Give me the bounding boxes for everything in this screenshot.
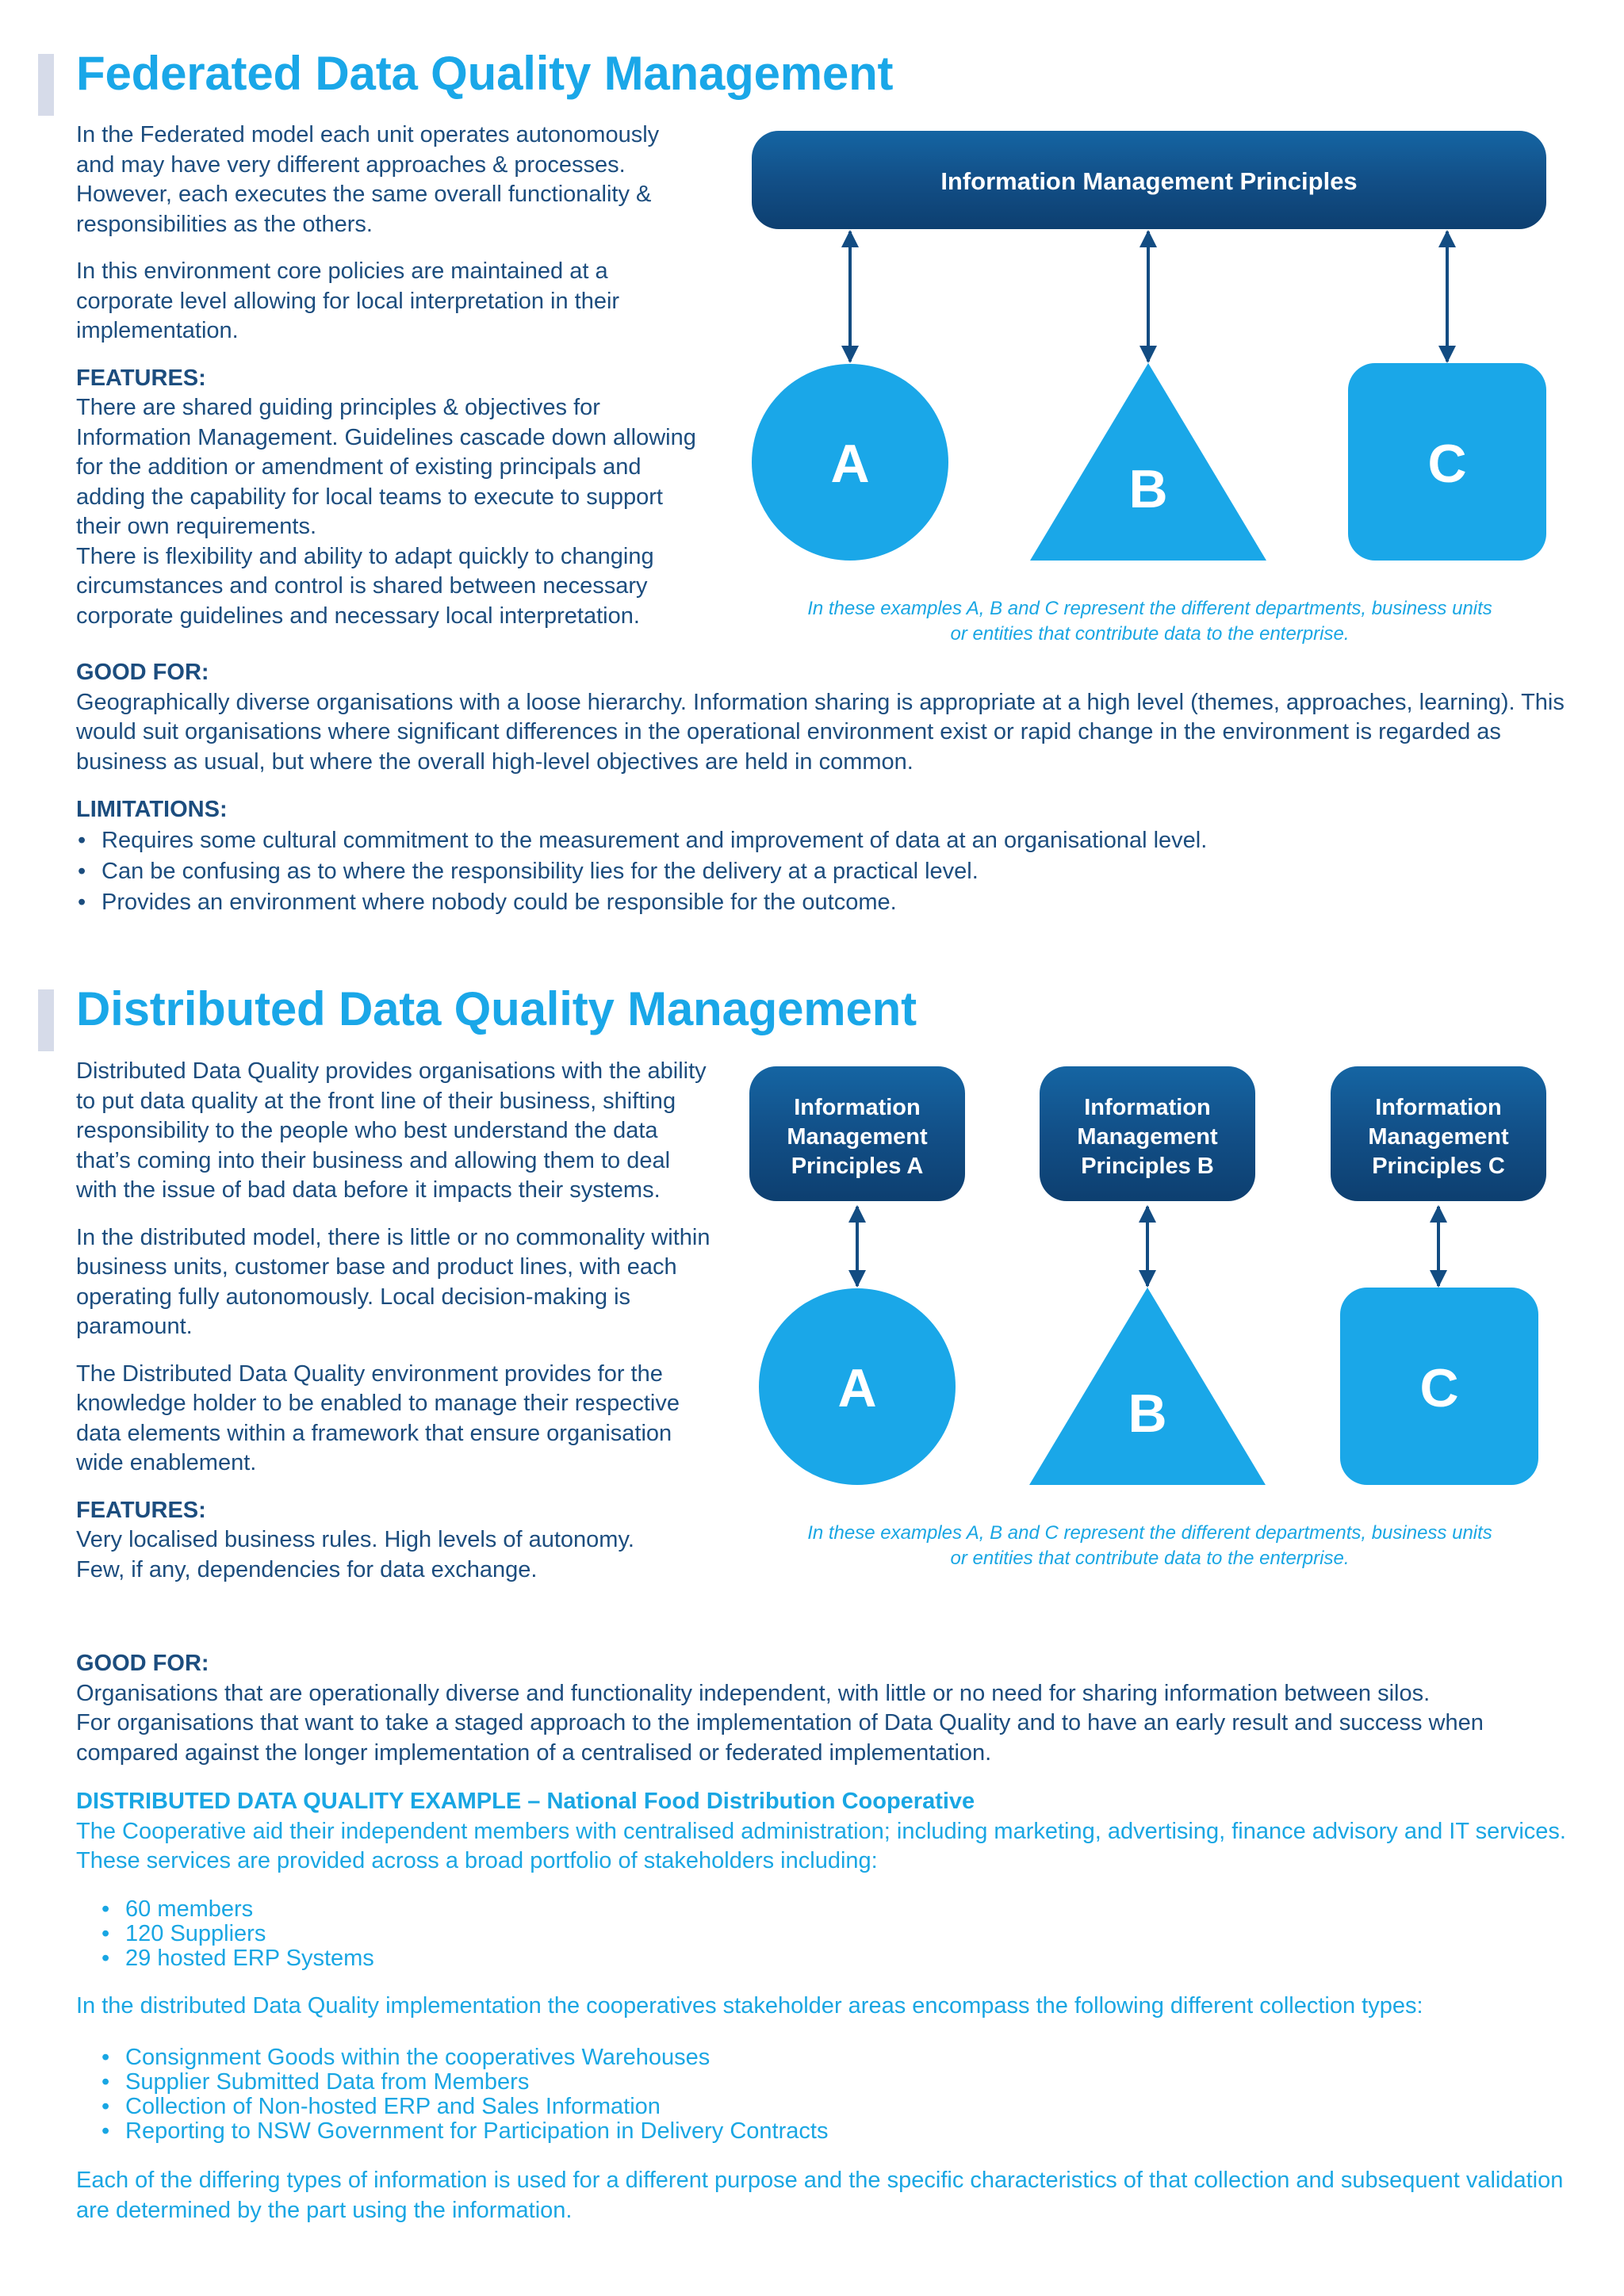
unit-a-label: A	[830, 434, 870, 494]
list-item: • Consignment Goods within the cooperatives Warehouses	[100, 2045, 1583, 2070]
list-item: • Supplier Submitted Data from Members	[100, 2070, 1583, 2095]
list-item: • 29 hosted ERP Systems	[100, 1946, 1583, 1971]
unit-a-label: A	[837, 1358, 877, 1418]
section-accent-bar	[38, 54, 54, 116]
caption-line: In these examples A, B and C represent the different departments, business units	[807, 1522, 1492, 1544]
stakeholders-list	[76, 1897, 1583, 1971]
arrowhead-up-icon	[848, 1205, 866, 1223]
unit-b-label: B	[1128, 1383, 1167, 1444]
federated-diagram-caption	[737, 596, 1562, 647]
arrowhead-down-icon	[1438, 346, 1456, 363]
distributed-intro-paragraph: Distributed Data Quality provides organisations with the ability to put data quality at the front line of their business, shifting responsibility to the people who best understand the data that’s coming into their business and allowing them to deal with the issue of bad data before it impacts their systems.	[76, 1058, 707, 1203]
caption-line: In these examples A, B and C represent the different departments, business units	[807, 598, 1492, 619]
arrowhead-down-icon	[1139, 1270, 1156, 1288]
collection-intro: In the distributed Data Quality implementation the cooperatives stakeholder areas encompass the following different collection types:	[76, 1992, 1423, 2019]
limitations-list	[76, 825, 1583, 918]
list-item: • 120 Suppliers	[100, 1922, 1583, 1946]
list-item: • Provides an environment where nobody could be responsible for the outcome.	[76, 887, 1583, 918]
example-text: The Cooperative aid their independent members with centralised administration; including marketing, advertising, finance advisory and IT services. These services are provided across a broad portfolio of stakeholders including:	[76, 1818, 1566, 1873]
list-item: • Can be confusing as to where the responsibility lies for the delivery at a practical level.	[76, 856, 1583, 887]
distributed-diagram	[737, 1062, 1562, 1490]
distributed-example	[76, 1787, 1583, 2225]
collection-types-list	[76, 2045, 1583, 2144]
principles-a-line: Information	[794, 1095, 921, 1120]
federated-good-for-text: Geographically diverse organisations with a loose hierarchy. Information sharing is appropriate at a high level (themes, approaches, learning). This would suit organisations where significant differences in the operational environment exist or rapid change in the environment is regarded as business as usual, but where the overall high-level objectives are held in common.	[76, 689, 1565, 775]
section-accent-bar	[38, 989, 54, 1051]
federated-limitations	[76, 795, 1583, 918]
list-item: • Collection of Non-hosted ERP and Sales Information	[100, 2095, 1583, 2119]
arrowhead-up-icon	[1438, 230, 1456, 247]
distributed-good-for	[76, 1649, 1583, 1768]
caption-line: or entities that contribute data to the enterprise.	[950, 623, 1350, 645]
federated-features-label: FEATURES:	[76, 365, 206, 391]
caption-line: or entities that contribute data to the enterprise.	[950, 1548, 1350, 1569]
distributed-section-title: Distributed Data Quality Management	[76, 982, 917, 1035]
example-heading: DISTRIBUTED DATA QUALITY EXAMPLE – National Food Distribution Cooperative	[76, 1789, 975, 1814]
arrowhead-down-icon	[1139, 346, 1157, 363]
federated-limitations-label: LIMITATIONS:	[76, 797, 228, 822]
arrowhead-down-icon	[1430, 1270, 1447, 1288]
distributed-intro-paragraph: In the distributed model, there is little or no commonality within business units, customer base and product lines, with each operating fully autonomously. Local decision-making is paramount.	[76, 1224, 710, 1339]
list-item: • 60 members	[100, 1897, 1583, 1922]
federated-diagram	[737, 127, 1562, 571]
federated-intro	[76, 121, 703, 631]
arrowhead-down-icon	[848, 1270, 866, 1288]
list-item: • Reporting to NSW Government for Participation in Delivery Contracts	[100, 2119, 1583, 2144]
distributed-good-for-text: Organisations that are operationally diverse and functionality independent, with little or no need for sharing information between silos.	[76, 1680, 1431, 1706]
principles-box-label: Information Management Principles	[940, 167, 1358, 195]
federated-intro-paragraph: In the Federated model each unit operates autonomously and may have very different approaches & processes. However, each executes the same overall functionality & responsibilities as the others.	[76, 122, 660, 237]
arrowhead-up-icon	[1430, 1205, 1447, 1223]
distributed-features-text: Very localised business rules. High levels of autonomy.	[76, 1527, 634, 1552]
federated-good-for-label: GOOD FOR:	[76, 660, 209, 685]
distributed-intro-paragraph: The Distributed Data Quality environment provides for the knowledge holder to be enabled to manage their respective data elements within a framework that ensure organisation wide enablement.	[76, 1360, 680, 1475]
arrowhead-up-icon	[1139, 1205, 1156, 1223]
federated-intro-paragraph: In this environment core policies are maintained at a corporate level allowing for local interpretation in their implementation.	[76, 258, 620, 343]
distributed-good-for-text: For organisations that want to take a staged approach to the implementation of Data Quality and to have an early result and success when compared against the longer implementation of a centralised or federated implementation.	[76, 1710, 1484, 1766]
list-item: • Requires some cultural commitment to the measurement and improvement of data at an organisational level.	[76, 825, 1583, 856]
federated-features-text: There is flexibility and ability to adapt quickly to changing circumstances and control is shared between necessary corporate guidelines and necessary local interpretation.	[76, 543, 654, 629]
arrowhead-down-icon	[841, 346, 859, 363]
unit-b-label: B	[1128, 459, 1168, 519]
distributed-intro	[76, 1057, 710, 1585]
arrowhead-up-icon	[1139, 230, 1157, 247]
distributed-features-text: Few, if any, dependencies for data exchange.	[76, 1556, 538, 1582]
principles-b-line: Management	[1077, 1124, 1218, 1150]
unit-c-label: C	[1419, 1358, 1459, 1418]
principles-c-line: Management	[1368, 1124, 1509, 1150]
principles-b-line: Information	[1084, 1095, 1211, 1120]
principles-c-line: Information	[1375, 1095, 1502, 1120]
unit-c-label: C	[1427, 434, 1467, 494]
distributed-features-label: FEATURES:	[76, 1497, 206, 1523]
distributed-diagram-caption	[737, 1521, 1562, 1571]
federated-good-for	[76, 658, 1583, 777]
principles-c-line: Principles C	[1372, 1154, 1505, 1179]
closing-text: Each of the differing types of information is used for a different purpose and the specific characteristics of that collection and subsequent validation are determined by the part using the information.	[76, 2168, 1564, 2223]
distributed-good-for-label: GOOD FOR:	[76, 1651, 209, 1676]
arrowhead-up-icon	[841, 230, 859, 247]
principles-b-line: Principles B	[1081, 1154, 1214, 1179]
principles-a-line: Management	[787, 1124, 928, 1150]
federated-section-title: Federated Data Quality Management	[76, 47, 894, 100]
principles-a-line: Principles A	[791, 1154, 924, 1179]
federated-features-text: There are shared guiding principles & objectives for Information Management. Guidelines cascade down allowing for the addition or amendment of existing principals and adding the capability for local teams to execute to support their own requirements.	[76, 395, 696, 539]
